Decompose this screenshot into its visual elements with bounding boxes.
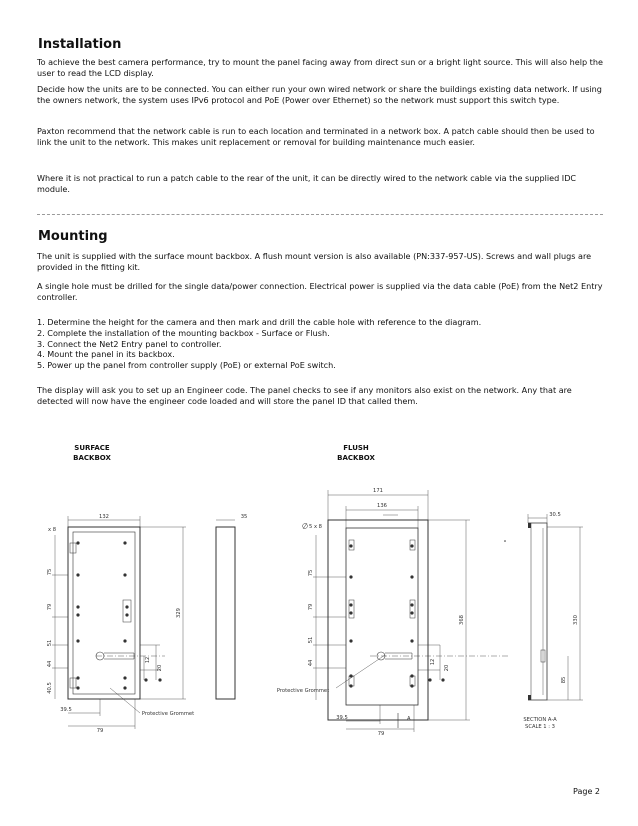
- flush-grommet-label: Protective Grommet: [276, 688, 330, 694]
- mounting-closing: The display will ask you to set up an Engineer code. The panel checks to see if any monitors also exist on the network. Any that are detected will now have the engineer code loaded and will store the panel ID that called them.: [37, 385, 572, 407]
- installation-paragraph-4: Where it is not practical to run a patch cable to the rear of the unit, it can be directly wired to the network cable via the supplied IDC module.: [37, 173, 577, 195]
- flush-height-dim: 368: [459, 615, 465, 625]
- mounting-heading: Mounting: [38, 229, 108, 244]
- surface-backbox-side: [216, 520, 235, 699]
- section-depth-dim: 30.5: [549, 512, 561, 518]
- flush-v4-dim: 44: [308, 659, 314, 667]
- flush-outer-width-dim: 171: [373, 488, 383, 494]
- installation-paragraph-1: To achieve the best camera performance, try to mount the panel facing away from direct sun or a bright light source. This will also help the user to read the LCD display.: [37, 57, 603, 79]
- flush-backbox-front: [313, 490, 510, 732]
- flush-h1-dim: 39.5: [336, 715, 348, 721]
- mounting-step: 2. Complete the installation of the mounting backbox - Surface or Flush.: [37, 327, 330, 338]
- flush-small2-dim: 20: [444, 664, 450, 672]
- mounting-paragraph-2: A single hole must be drilled for the single data/power connection. Electrical power is supplied via the data cable (PoE) from the Net2 Entry controller.: [37, 281, 603, 303]
- installation-paragraph-3: Paxton recommend that the network cable is run to each location and terminated in a network box. A patch cable should then be used to link the unit to the network. This makes unit replacement or removal for building maintenance much easier.: [37, 126, 595, 148]
- section-scale: SCALE 1 : 3: [525, 724, 555, 730]
- surface-grommet-label: Protective Grommet: [141, 711, 195, 717]
- flush-v2-dim: 79: [308, 603, 314, 611]
- flush-screws-label: 5 x 8: [309, 524, 322, 530]
- surface-v5-dim: 40.5: [47, 682, 53, 694]
- section-marker: A: [407, 716, 411, 722]
- installation-paragraph-2: Decide how the units are to be connected. You can either run your own wired network or share the buildings existing data network. If using the owners network, the system uses IPv6 protocol and PoE (Power over Ethernet) so the network must support this switch type.: [37, 84, 602, 106]
- mounting-step: 5. Power up the panel from controller supply (PoE) or external PoE switch.: [37, 360, 336, 371]
- surface-v3-dim: 51: [47, 639, 53, 647]
- flush-v1-dim: 75: [308, 569, 314, 577]
- flush-h2-dim: 79: [377, 731, 385, 737]
- page-number: Page 2: [573, 787, 600, 796]
- mounting-steps-list: [37, 317, 605, 371]
- mounting-diagram: [0, 420, 638, 750]
- surface-small2-dim: 20: [157, 664, 163, 672]
- surface-width-dim: 132: [99, 514, 109, 520]
- flush-small1-dim: 12: [430, 658, 436, 666]
- section-lower-dim: 85: [561, 676, 567, 684]
- surface-backbox-label: SURFACE BACKBOX: [73, 444, 111, 462]
- surface-h2-dim: 79: [96, 728, 104, 734]
- surface-h1-dim: 39.5: [60, 707, 72, 713]
- surface-backbox-front: [52, 516, 186, 729]
- flush-v3-dim: 51: [308, 636, 314, 644]
- surface-height-dim: 329: [176, 608, 182, 618]
- mounting-step: 4. Mount the panel in its backbox.: [37, 349, 175, 360]
- flush-inner-width-dim: 136: [377, 503, 387, 509]
- surface-v1-dim: 75: [47, 568, 53, 576]
- section-title: SECTION A-A: [523, 717, 557, 723]
- section-height-dim: 330: [573, 615, 579, 625]
- section-a-a-view: [528, 514, 583, 700]
- surface-v2-dim: 79: [47, 603, 53, 611]
- surface-depth-dim: 35: [240, 514, 248, 520]
- surface-v4-dim: 44: [47, 660, 53, 668]
- installation-heading: Installation: [38, 37, 122, 52]
- mounting-step: 3. Connect the Net2 Entry panel to controller.: [37, 338, 222, 349]
- section-divider: [37, 214, 603, 215]
- mounting-step: 1. Determine the height for the camera and then mark and drill the cable hole with reference to the diagram.: [37, 317, 482, 327]
- flush-backbox-label: FLUSH BACKBOX: [337, 444, 375, 462]
- mounting-paragraph-1: The unit is supplied with the surface mount backbox. A flush mount version is also available (PN:337-957-US). Screws and wall plugs are provided in the fitting kit.: [37, 251, 592, 273]
- surface-screws-label: x 8: [47, 527, 56, 533]
- surface-small1-dim: 12: [145, 656, 151, 664]
